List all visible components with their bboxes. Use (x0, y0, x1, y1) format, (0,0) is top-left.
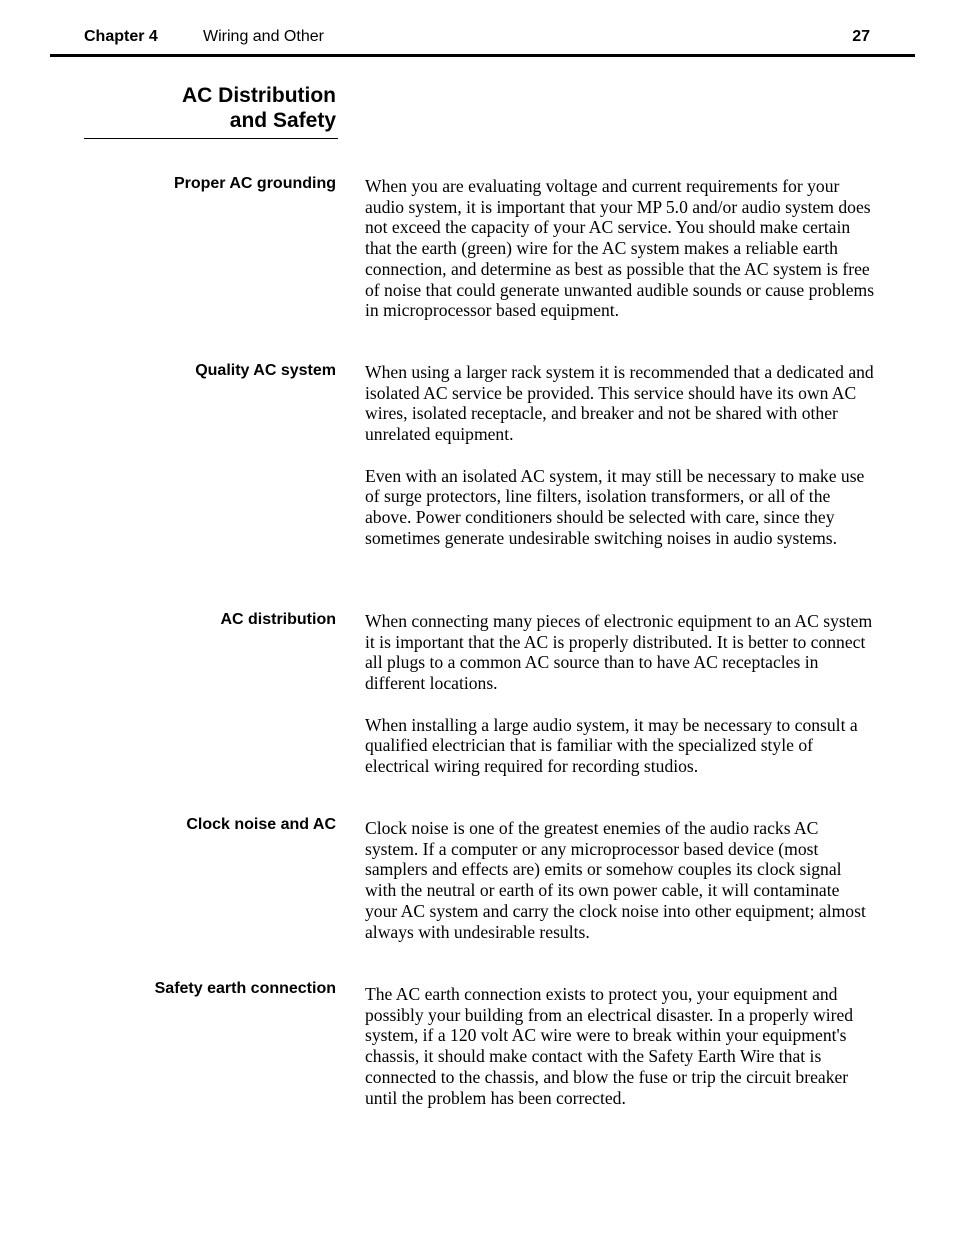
page-number: 27 (852, 28, 870, 45)
section-title (84, 83, 336, 133)
side-heading-proper-ac-grounding: Proper AC grounding (173, 175, 336, 192)
paragraph: When using a larger rack system it is recommended that a dedicated and isolated AC service be provided. This service should have its own AC wires, isolated receptacle, and breaker and not be shared with other unrelated equipment. (365, 362, 874, 445)
section-rule (84, 138, 338, 139)
section-title-line1: AC Distribution (182, 84, 336, 107)
side-heading-quality-ac-system: Quality AC system (195, 362, 336, 379)
section-title-line2: and Safety (229, 109, 336, 132)
side-heading-clock-noise-and-ac: Clock noise and AC (186, 816, 336, 833)
chapter-title: Wiring and Other (203, 28, 324, 45)
chapter-label: Chapter 4 (84, 28, 158, 45)
topic-body-ac-distribution (365, 611, 875, 777)
paragraph: Clock noise is one of the greatest enemies of the audio racks AC system. If a computer or any microprocessor based device (most samplers and effects are) emits or somehow couples its clock signal with the neutral or earth of its own power cable, it will contaminate your AC system and carry the clock noise into other equipment; almost always with undesirable results. (365, 818, 866, 942)
paragraph: When connecting many pieces of electronic equipment to an AC system it is important that the AC is properly distributed. It is better to connect all plugs to a common AC source than to have AC receptacles in different locations. (365, 611, 873, 694)
topic-body-quality-ac-system (365, 362, 875, 548)
topic-body-proper-ac-grounding (365, 176, 875, 321)
side-heading-ac-distribution: AC distribution (220, 611, 336, 628)
paragraph: Even with an isolated AC system, it may still be necessary to make use of surge protectors, line filters, isolation transformers, or all of the above. Power conditioners should be selected with care, since they sometimes generate undesirable switching noises in audio systems. (365, 465, 865, 548)
paragraph: When installing a large audio system, it may be necessary to consult a qualified electrician that is familiar with the specialized style of electrical wiring required for recording studios. (365, 714, 858, 776)
side-heading-safety-earth-connection: Safety earth connection (154, 980, 336, 997)
topic-body-safety-earth-connection (365, 984, 875, 1108)
paragraph: The AC earth connection exists to protect you, your equipment and possibly your building from an electrical disaster. In a properly wired system, if a 120 volt AC wire were to break within your equipment's chassis, it should make contact with the Safety Earth Wire that is connected to the chassis, and blow the fuse or trip the circuit breaker until the problem has been corrected. (365, 984, 854, 1108)
paragraph: When you are evaluating voltage and current requirements for your audio system, it is important that your MP 5.0 and/or audio system does not exceed the capacity of your AC service. You should make certain that the earth (green) wire for the AC system makes a reliable earth connection, and determine as best as possible that the AC system is free of noise that could generate unwanted audible sounds or cause problems in microprocessor based equipment. (365, 176, 875, 321)
topic-body-clock-noise-and-ac (365, 818, 875, 942)
header-rule (50, 54, 915, 57)
